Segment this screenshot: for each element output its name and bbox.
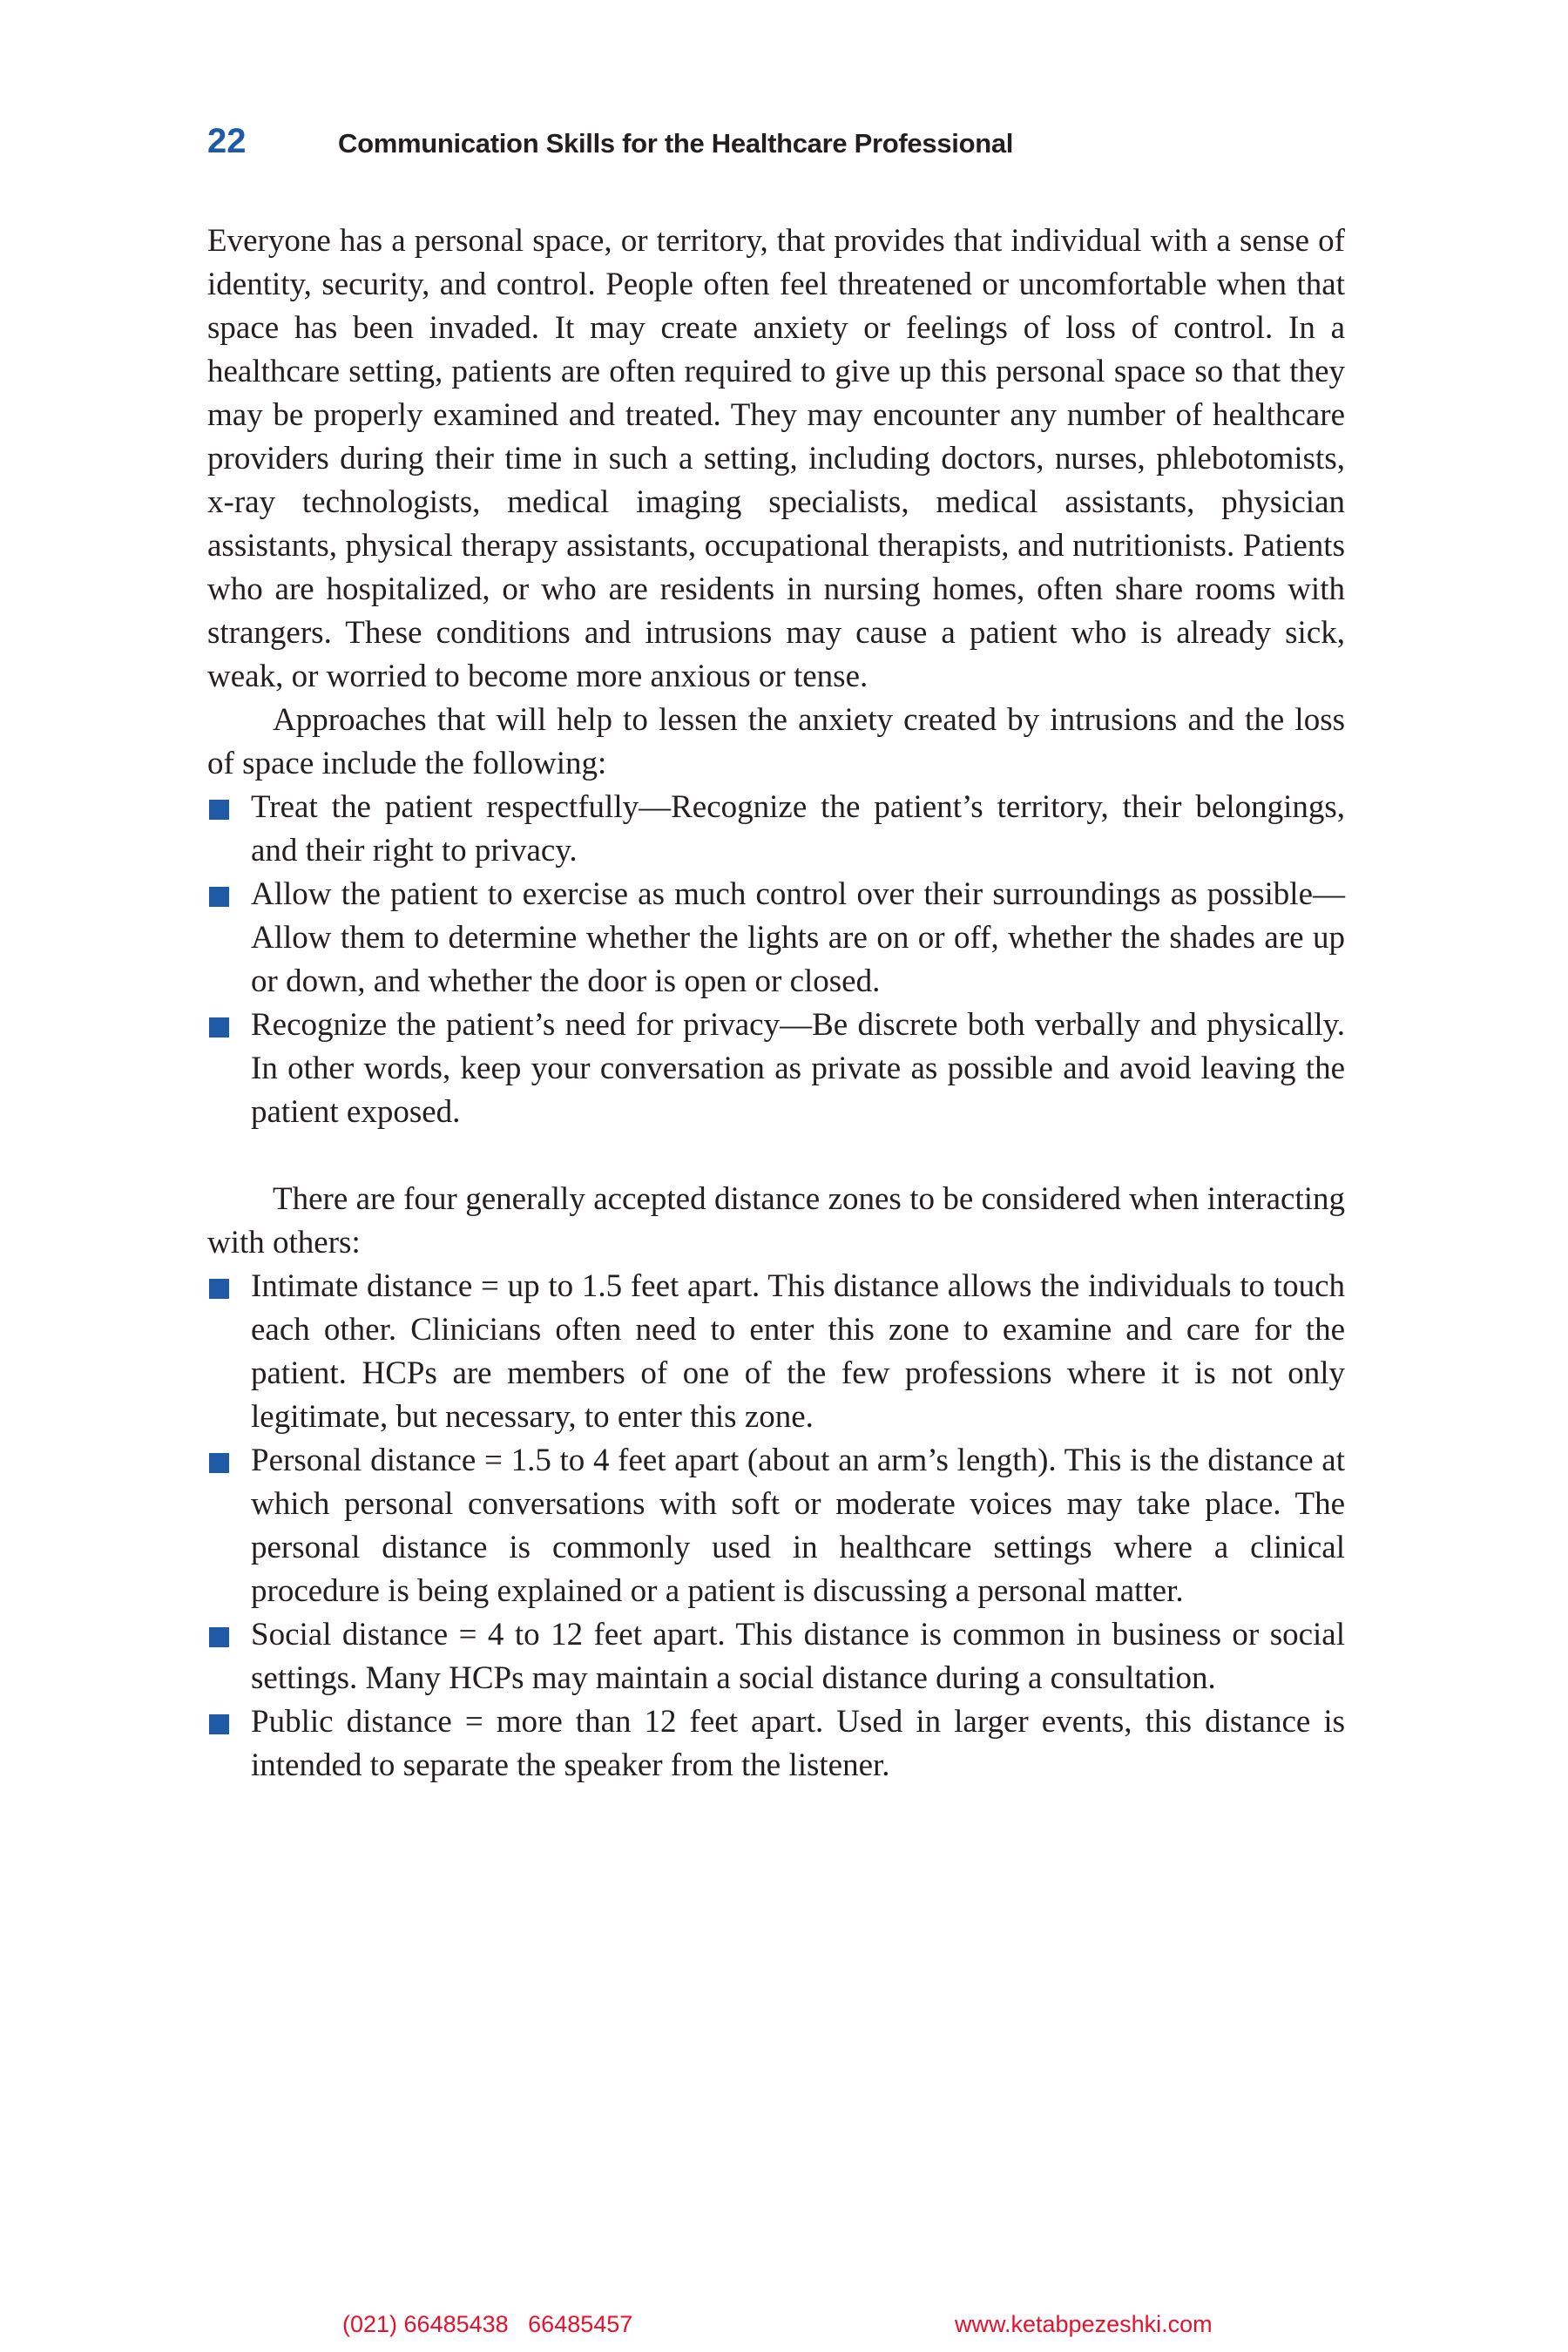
footer-website-link[interactable]: www.ketabpezeshki.com [955, 2311, 1213, 2337]
approaches-list [207, 786, 1345, 1134]
square-bullet-icon [209, 1453, 229, 1473]
list-item-text: Public distance = more than 12 feet apart. Used in larger events, this distance is intended to separate the speaker from the listener. [251, 1704, 1345, 1783]
list-item-text: Treat the patient respectfully—Recognize the patient’s territory, their belongings, and their right to privacy. [251, 789, 1345, 868]
footer-phone: (021) 66485438 66485457 [342, 2311, 633, 2337]
paragraph-personal-space: Everyone has a personal space, or territory, that provides that individual with a sense of identity, security, and control. People often feel threatened or uncomfortable when that space has been invaded. It may create anxiety or feelings of loss of control. In a healthcare setting, patients are often required to give up this personal space so that they may be properly examined and treated. They may encounter any number of healthcare providers during their time in such a setting, including doctors, nurses, phlebotomists, x-ray technologists, medical imaging specialists, medical assistants, physician assistants, physical therapy assistants, occupational therapists, and nutritionists. Patients who are hospitalized, or who are residents in nursing homes, often share rooms with strangers. These conditions and intrusions may cause a patient who is already sick, weak, or worried to become more anxious or tense. [207, 223, 1345, 694]
list-item-text: Intimate distance = up to 1.5 feet apart. This distance allows the individuals to touch each other. Clinicians often need to enter this zone to examine and care for the patient. HCPs are members of one of the few professions where it is not only legitimate, but necessary, to enter this zone. [251, 1268, 1345, 1435]
list-item [207, 1265, 1345, 1439]
square-bullet-icon [209, 1714, 229, 1734]
square-bullet-icon [209, 1279, 229, 1299]
list-item [207, 786, 1345, 873]
square-bullet-icon [209, 800, 229, 820]
list-item [207, 873, 1345, 1004]
square-bullet-icon [209, 1627, 229, 1647]
paragraph-approaches-intro: Approaches that will help to lessen the anxiety created by intrusions and the loss of space include the following: [207, 702, 1345, 781]
list-item-text: Personal distance = 1.5 to 4 feet apart (about an arm’s length). This is the distance at which personal conversations with soft or moderate voices may take place. The personal distance is commonly used in healthcare settings where a clinical procedure is being explained or a patient is discussing a personal matter. [251, 1443, 1345, 1609]
square-bullet-icon [209, 1017, 229, 1037]
list-item [207, 1004, 1345, 1134]
list-item [207, 1700, 1345, 1788]
page-body [207, 220, 1345, 1788]
distance-zones-list [207, 1265, 1345, 1788]
running-header [207, 122, 1013, 161]
paragraph-distance-zones-intro: There are four generally accepted distance zones to be considered when interacting with others: [207, 1181, 1345, 1260]
list-item [207, 1613, 1345, 1700]
list-item-text: Social distance = 4 to 12 feet apart. This distance is common in business or social settings. Many HCPs may maintain a social distance during a consultation. [251, 1617, 1345, 1696]
square-bullet-icon [209, 887, 229, 907]
running-title: Communication Skills for the Healthcare Professional [338, 128, 1014, 159]
page-number: 22 [207, 122, 247, 160]
list-item-text: Allow the patient to exercise as much control over their surroundings as possible—Allow them to determine whether the lights are on or off, whether the shades are up or down, and whether the door is open or closed. [251, 876, 1345, 999]
list-item-text: Recognize the patient’s need for privacy—Be discrete both verbally and physically. In other words, keep your conversation as private as possible and avoid leaving the patient exposed. [251, 1007, 1345, 1130]
list-item [207, 1439, 1345, 1613]
